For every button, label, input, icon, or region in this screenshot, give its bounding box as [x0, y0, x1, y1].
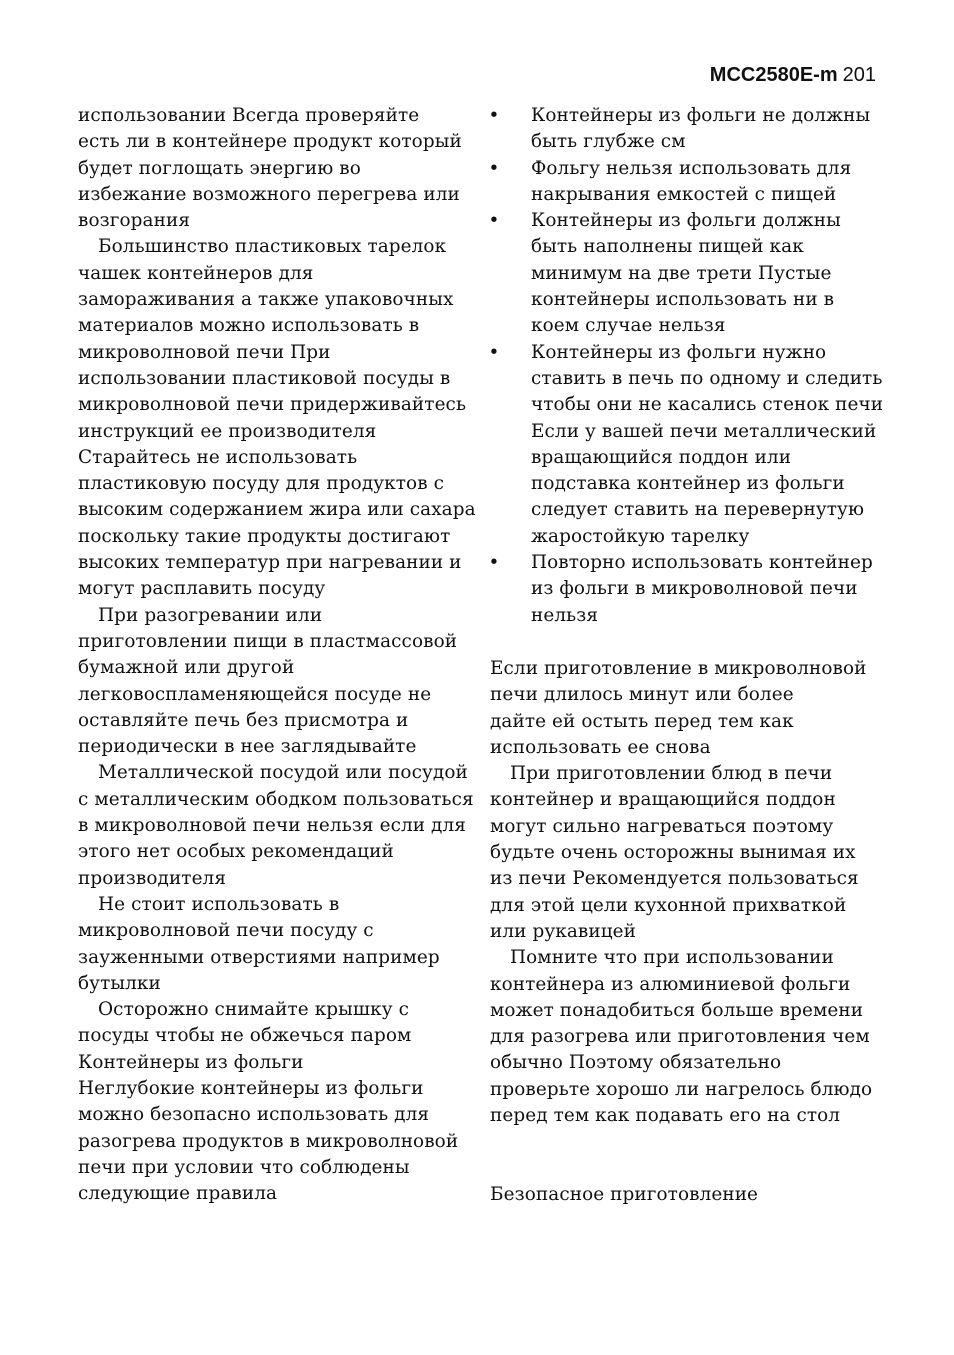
bullet-item — [490, 156, 890, 209]
bullet-line: минимум на две трети Пустые — [531, 262, 832, 284]
cooling-and-handling-text — [490, 656, 890, 1129]
bullet-line: контейнеры использовать ни в — [531, 289, 835, 311]
text-line: или рукавицей — [490, 920, 636, 942]
text-line: Осторожно снимайте крышку с — [98, 999, 409, 1021]
text-line: При приготовлении блюд в печи — [510, 763, 833, 785]
foil-rules-list — [490, 103, 890, 629]
text-line: использовании пластиковой посуды в — [78, 367, 451, 389]
text-line: Неглубокие контейнеры из фольги — [78, 1077, 424, 1099]
text-line: Помните что при использовании — [510, 947, 834, 969]
text-line: микроволновой печи придерживайтесь — [78, 394, 467, 416]
text-line: периодически в нее заглядывайте — [78, 736, 417, 758]
text-line: из печи Рекомендуется пользоваться — [490, 868, 859, 890]
text-line: можно безопасно использовать для — [78, 1104, 430, 1126]
text-line: этого нет особых рекомендаций — [78, 841, 394, 863]
bullet-icon: • — [488, 210, 500, 232]
text-line: возгорания — [78, 210, 191, 232]
text-line: избежание возможного перегрева или — [78, 183, 460, 205]
text-line: микроволновой печи посуду с — [78, 920, 374, 942]
text-line: приготовлении пищи в пластмассовой — [78, 630, 458, 652]
text-line: для этой цели кухонной прихваткой — [490, 894, 847, 916]
text-line: легковоспламеняющейся посуде не — [78, 683, 432, 705]
bullet-line: Контейнеры из фольги не должны — [531, 105, 871, 126]
text-line: печи длилось минут или более — [490, 684, 794, 706]
bullet-line: коем случае нельзя — [531, 315, 726, 337]
bullet-line: Если у вашей печи металлический — [531, 420, 877, 442]
model-number: MCC2580E-m — [709, 64, 838, 86]
bullet-line: нельзя — [531, 604, 599, 626]
text-line: высоких температур при нагревании и — [78, 552, 462, 574]
text-line: следующие правила — [78, 1183, 278, 1205]
text-line: использовать ее снова — [490, 736, 711, 758]
text-line: будет поглощать энергию во — [78, 157, 361, 179]
text-line: Не стоит использовать в — [98, 893, 340, 915]
bullet-line: чтобы они не касались стенок печи — [531, 394, 884, 416]
text-line: могут сильно нагреваться поэтому — [490, 815, 834, 837]
text-line: материалов можно использовать в — [78, 315, 420, 337]
bullet-line: Повторно использовать контейнер — [531, 552, 873, 574]
text-line: с металлическим ободком пользоваться — [78, 788, 474, 810]
text-line: печи при условии что соблюдены — [78, 1156, 410, 1178]
text-line: посуды чтобы не обжечься паром — [78, 1025, 412, 1047]
bullet-line: из фольги в микроволновой печи — [531, 578, 858, 600]
text-line: зауженными отверстиями например — [78, 946, 440, 968]
bullet-line: следует ставить на перевернутую — [531, 499, 865, 521]
text-line: пластиковую посуду для продуктов с — [78, 473, 445, 495]
bullet-line: быть глубже см — [531, 131, 686, 153]
text-line: производителя — [78, 867, 227, 889]
bullet-line: жаростойкую тарелку — [531, 525, 750, 547]
text-line: проверьте хорошо ли нагрелось блюдо — [490, 1078, 873, 1100]
text-line: бумажной или другой — [78, 657, 295, 679]
text-line: Металлической посудой или посудой — [98, 762, 468, 784]
bullet-line: ставить в печь по одному и следить — [531, 367, 883, 389]
text-line: есть ли в контейнере продукт который — [78, 131, 462, 153]
text-line: обычно Поэтому обязательно — [490, 1052, 782, 1074]
text-line: Контейнеры из фольги — [78, 1051, 304, 1073]
text-line: Большинство пластиковых тарелок — [98, 236, 447, 258]
text-line: может понадобиться больше времени — [490, 999, 864, 1021]
page-header — [710, 64, 876, 87]
text-line: бутылки — [78, 972, 161, 994]
bullet-line: быть наполнены пищей как — [531, 236, 804, 258]
text-line: При разогревании или — [98, 604, 323, 626]
text-line: разогрева продуктов в микроволновой — [78, 1130, 459, 1152]
bullet-line: Контейнеры из фольги должны — [531, 210, 841, 232]
bullet-icon: • — [488, 552, 500, 574]
bullet-item — [490, 550, 890, 629]
right-column — [490, 103, 890, 1209]
text-line: микроволновой печи При — [78, 341, 331, 363]
bullet-line: подставка контейнер из фольги — [531, 473, 845, 495]
text-line: высоким содержанием жира или сахара — [78, 499, 476, 521]
bullet-line: вращающийся поддон или — [531, 446, 792, 468]
text-line: будьте очень осторожны вынимая их — [490, 842, 856, 864]
text-line: для разогрева или приготовления чем — [490, 1026, 870, 1048]
text-line: в микроволновой печи нельзя если для — [78, 815, 466, 837]
text-line: оставляйте печь без присмотра и — [78, 709, 409, 731]
bullet-item — [490, 103, 890, 156]
text-line: дайте ей остыть перед тем как — [490, 710, 794, 732]
text-line: замораживания а также упаковочных — [78, 289, 454, 311]
bullet-item — [490, 208, 890, 339]
section-heading: Безопасное приготовление — [490, 1184, 759, 1206]
page-number: 201 — [842, 64, 876, 86]
bullet-line: Фольгу нельзя использовать для — [531, 157, 852, 179]
text-line: могут расплавить посуду — [78, 578, 326, 600]
text-line: использовании Всегда проверяйте — [78, 105, 420, 126]
bullet-item — [490, 340, 890, 550]
bullet-line: накрывания емкостей с пищей — [531, 183, 837, 205]
text-line: инструкций ее производителя — [78, 420, 377, 442]
text-line: Старайтесь не использовать — [78, 446, 358, 468]
text-line: поскольку такие продукты достигают — [78, 525, 451, 547]
bullet-icon: • — [488, 341, 500, 363]
text-line: Если приготовление в микроволновой — [490, 657, 867, 679]
bullet-icon: • — [488, 105, 500, 126]
bullet-icon: • — [488, 157, 500, 179]
text-line: перед тем как подавать его на стол — [490, 1104, 841, 1126]
left-column — [78, 103, 476, 1207]
text-line: чашек контейнеров для — [78, 262, 314, 284]
text-line: контейнер и вращающийся поддон — [490, 789, 836, 811]
text-line: контейнера из алюминиевой фольги — [490, 973, 851, 995]
bullet-line: Контейнеры из фольги нужно — [531, 341, 827, 363]
